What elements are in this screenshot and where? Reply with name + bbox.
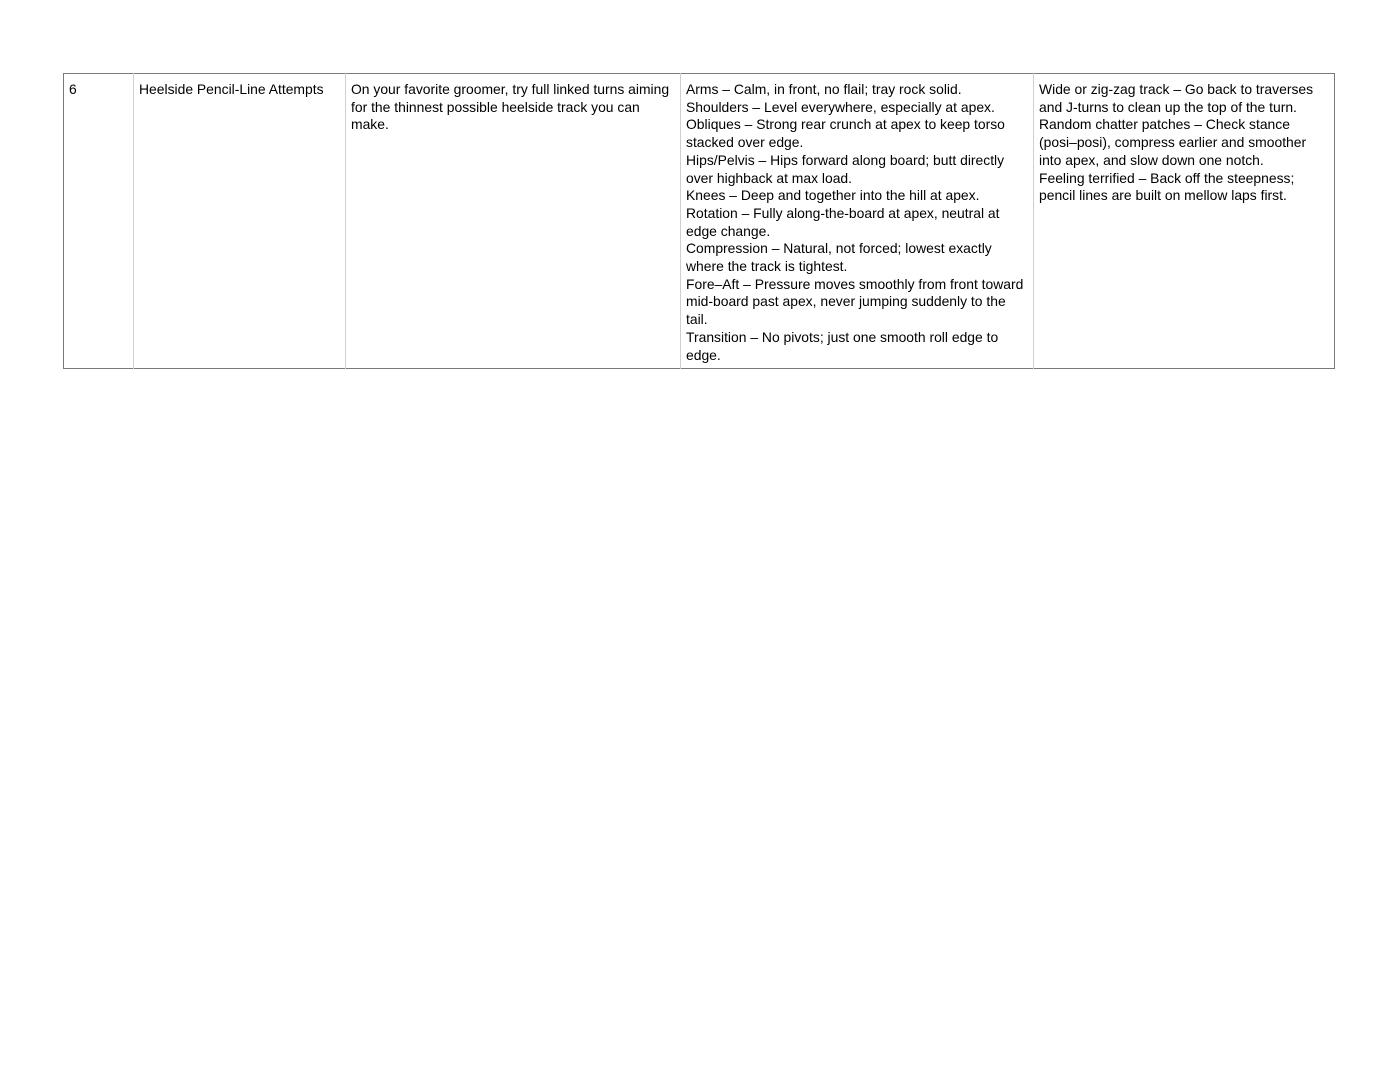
- row-number-cell: 6: [64, 74, 134, 369]
- body-cue-arms: Arms – Calm, in front, no flail; tray rock solid.: [686, 81, 962, 97]
- drill-description-cell: On your favorite groomer, try full linked turns aiming for the thinnest possible heelside track you can make.: [346, 74, 681, 369]
- body-cue-transition: Transition – No pivots; just one smooth roll edge to edge.: [686, 328, 999, 363]
- body-cue-knees: Knees – Deep and together into the hill at apex.: [686, 187, 980, 204]
- body-cues-cell: [681, 74, 1034, 369]
- troubleshooting-chatter: Random chatter patches – Check stance (posi–posi), compress earlier and smoother into apex, and slow down one notch.: [1039, 116, 1307, 168]
- body-cue-rotation: Rotation – Fully along-the-board at apex, neutral at edge change.: [686, 204, 1000, 239]
- troubleshooting-wide-track: Wide or zig-zag track – Go back to traverses and J-turns to clean up the top of the turn.: [1039, 81, 1314, 115]
- drill-name-cell: Heelside Pencil-Line Attempts: [134, 74, 346, 369]
- drill-table-container: [63, 73, 1334, 369]
- body-cue-compression: Compression – Natural, not forced; lowest exactly where the track is tightest.: [686, 240, 992, 275]
- troubleshooting-cell: [1034, 74, 1335, 369]
- body-cue-hips-pelvis: Hips/Pelvis – Hips forward along board; butt directly over highback at max load.: [686, 151, 1005, 186]
- drill-table: [63, 73, 1335, 369]
- body-cue-shoulders: Shoulders – Level everywhere, especially at apex.: [686, 98, 995, 115]
- body-cue-fore-aft: Fore–Aft – Pressure moves smoothly from front toward mid-board past apex, never jumping suddenly to the tail.: [686, 275, 1024, 328]
- troubleshooting-terrified: Feeling terrified – Back off the steepness; pencil lines are built on mellow laps first.: [1039, 169, 1295, 204]
- body-cue-obliques: Obliques – Strong rear crunch at apex to keep torso stacked over edge.: [686, 116, 1005, 151]
- table-row: [64, 74, 1335, 369]
